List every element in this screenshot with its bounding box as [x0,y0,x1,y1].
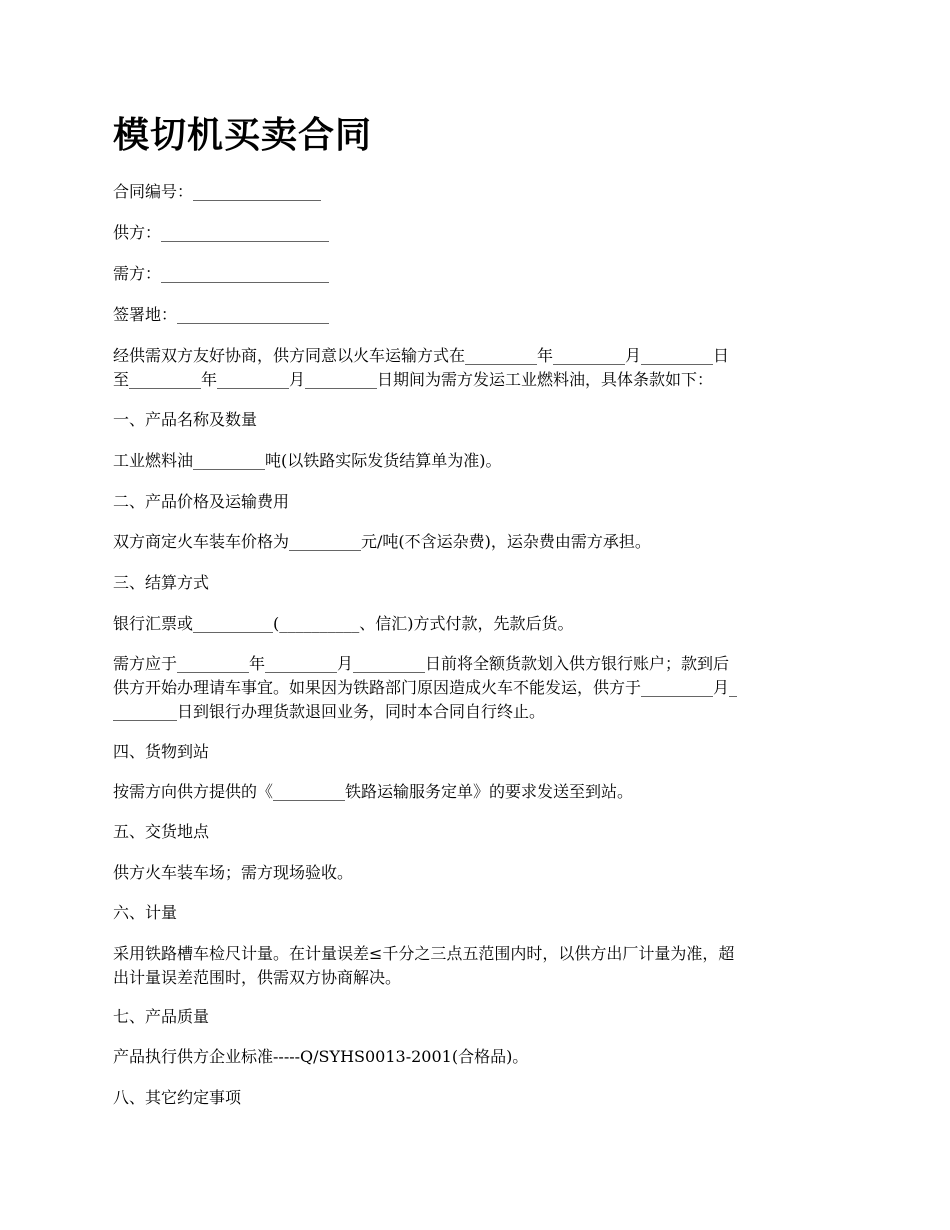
supplier-field: 供方：_____________________ [113,223,330,242]
section-heading: 五、交货地点 [113,822,210,841]
body-paragraph: 银行汇票或__________(__________、信汇)方式付款，先款后货。 [113,614,574,633]
body-paragraph: 双方商定火车装车价格为_________元/吨(不含运杂费)，运杂费由需方承担。 [113,532,651,551]
section-heading: 四、货物到站 [113,742,210,761]
section-heading: 六、计量 [113,903,178,922]
body-paragraph: 产品执行供方企业标准-----Q/SYHS0013-2001(合格品)。 [113,1047,529,1066]
body-paragraph: 工业燃料油_________吨(以铁路实际发货结算单为准)。 [113,451,502,470]
body-paragraph: 按需方向供方提供的《_________铁路运输服务定单》的要求发送至到站。 [113,782,634,801]
section-heading: 二、产品价格及运输费用 [113,492,290,511]
body-paragraph: 供方火车装车场；需方现场验收。 [113,863,354,882]
intro-paragraph-line: 经供需双方友好协商，供方同意以火车运输方式在_________年_________月_________日 [113,346,730,365]
section-heading: 三、结算方式 [113,573,210,592]
measurement-paragraph-line: 出计量误差范围时，供需双方协商解决。 [113,968,402,987]
payment-paragraph-line: ________日到银行办理货款退回业务，同时本合同自行终止。 [113,702,546,721]
payment-paragraph-line: 需方应于_________年_________月_________日前将全额货款划入供方银行账户；款到后 [113,654,730,673]
payment-paragraph-line: 供方开始办理请车事宜。如果因为铁路部门原因造成火车不能发运，供方于_________月_ [113,678,738,697]
buyer-field: 需方：_____________________ [113,264,330,283]
measurement-paragraph-line: 采用铁路槽车检尺计量。在计量误差≤千分之三点五范围内时，以供方出厂计量为准，超 [113,944,735,963]
section-heading: 八、其它约定事项 [113,1088,242,1107]
section-heading: 一、产品名称及数量 [113,410,258,429]
signing-place-field: 签署地：___________________ [113,305,330,324]
section-heading: 七、产品质量 [113,1007,210,1026]
contract-number-field: 合同编号：________________ [113,182,322,201]
document-title: 模切机买卖合同 [113,115,373,156]
intro-paragraph-line: 至_________年_________月_________日期间为需方发运工业燃料油，具体条款如下： [113,370,714,389]
